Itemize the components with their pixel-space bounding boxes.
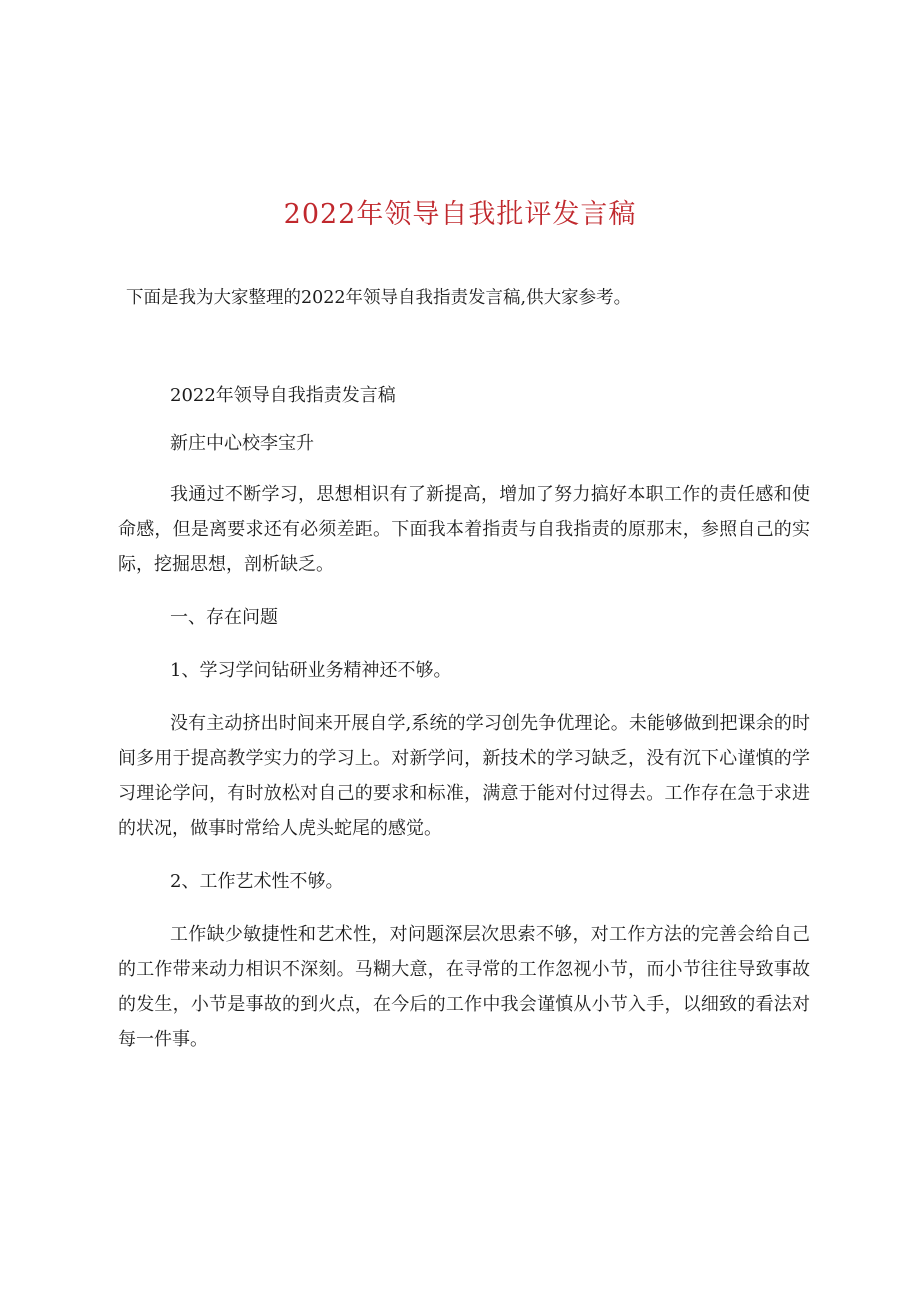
document-body — [118, 378, 810, 1057]
item-1-body: 没有主动挤出时间来开展自学,系统的学习创先争优理论。未能够做到把课余的时间多用于提高教学实力的学习上。对新学问，新技术的学习缺乏，没有沉下心谨慎的学习理论学问，有时放松对自己的要求和标准，满意于能对付过得去。工作存在急于求进的状况，做事时常给人虎头蛇尾的感觉。 — [118, 713, 810, 839]
subtitle: 2022年领导自我指责发言稿 — [170, 385, 396, 406]
item-2-heading: 2、工作艺术性不够。 — [170, 871, 344, 892]
document-title: 2022年领导自我批评发言稿 — [283, 199, 637, 230]
intro-text: 下面是我为大家整理的2022年领导自我指责发言稿,供大家参考。 — [126, 288, 632, 308]
author-line: 新庄中心校李宝升 — [170, 433, 314, 454]
paragraph-opening: 我通过不断学习，思想相识有了新提高，增加了努力搞好本职工作的责任感和使命感，但是离要求还有必须差距。下面我本着指责与自我指责的原那末，参照自己的实际，挖掘思想，剖析缺乏。 — [118, 484, 810, 575]
section-heading-problems: 一、存在问题 — [170, 607, 278, 628]
item-1-heading: 1、学习学问钻研业务精神还不够。 — [170, 660, 452, 681]
item-2-body: 工作缺少敏捷性和艺术性，对问题深层次思索不够，对工作方法的完善会给自己的工作带来动力相识不深刻。马糊大意，在寻常的工作忽视小节，而小节往往导致事故的发生，小节是事故的到火点，在今后的工作中我会谨慎从小节入手，以细致的看法对每一件事。 — [118, 924, 810, 1050]
